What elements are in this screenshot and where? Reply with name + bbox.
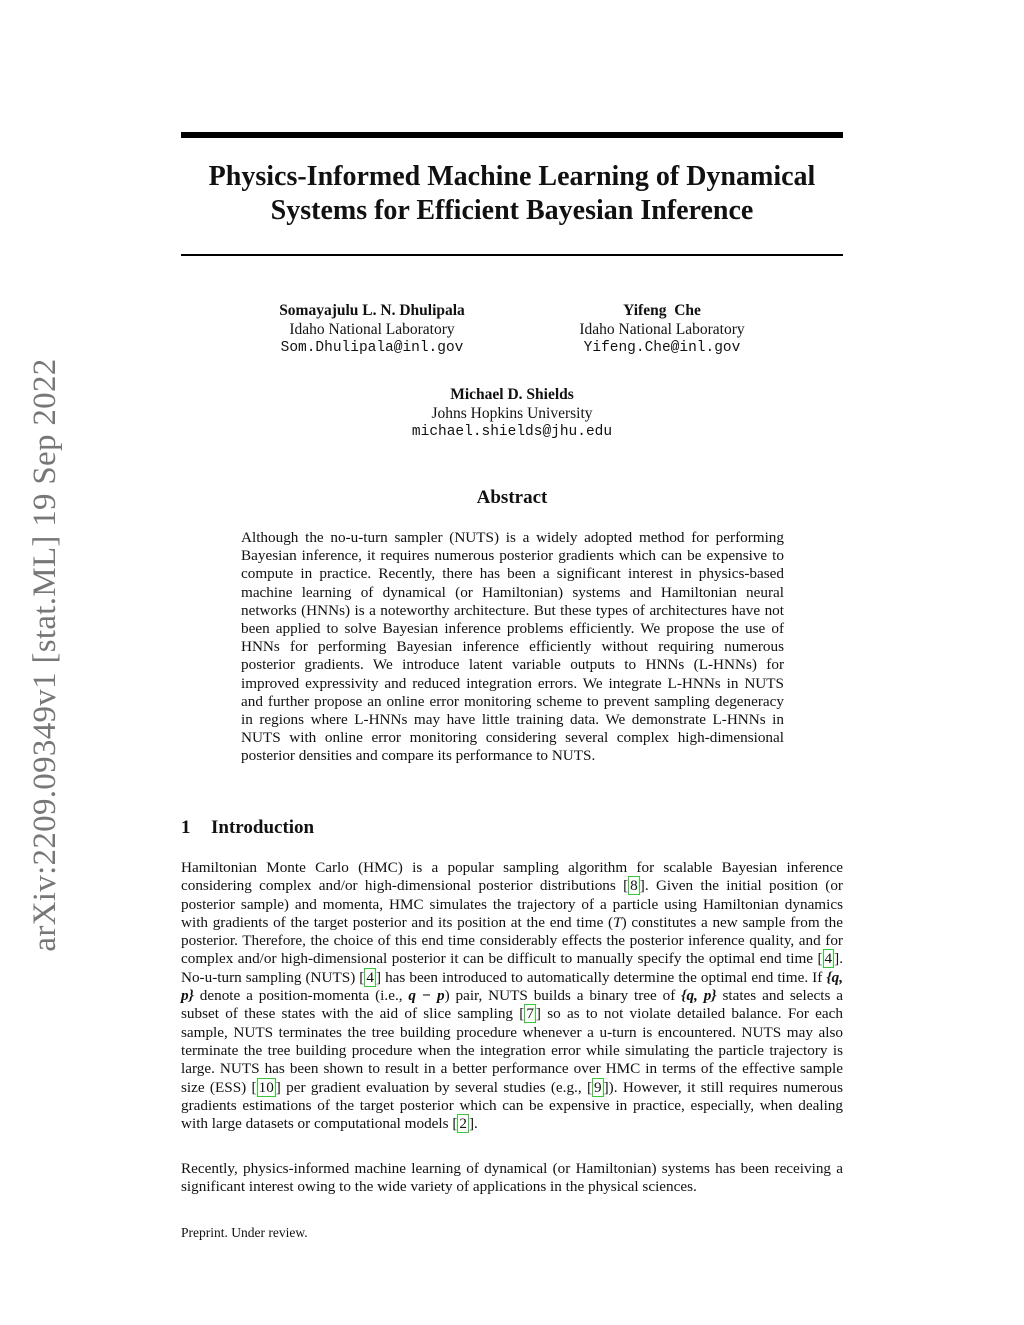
text-run: denote a position-momenta (i.e.,: [193, 987, 409, 1005]
text-run: states and selects a subset of these states with the aid of slice sampling [: [181, 987, 843, 1023]
intro-paragraph-1: [181, 859, 843, 1133]
abstract-heading: Abstract: [476, 487, 548, 508]
title-line-1: Physics-Informed Machine Learning of Dynamical: [208, 161, 816, 192]
author-name: Yifeng Che: [623, 302, 701, 319]
text-run: ) pair, NUTS builds a binary tree of: [444, 987, 682, 1005]
author-email[interactable]: michael.shields@jhu.edu: [411, 424, 613, 440]
author-name: Michael D. Shields: [450, 386, 574, 403]
author-name: Somayajulu L. N. Dhulipala: [279, 302, 465, 319]
text-run: ]. Given the initial position (or posterior sample) and momenta, HMC simulates the trajectory of a particle using Hamiltonian dynamics with gradients of the target posterior and its position at the end time (: [181, 877, 843, 931]
title-line-2: Systems for Efficient Bayesian Inference: [270, 195, 754, 226]
paper-title: [181, 160, 843, 228]
text-run: ] has been introduced to automatically determine the optimal end time. If: [375, 968, 827, 986]
section-title: Introduction: [211, 817, 315, 838]
title-top-rule: [181, 132, 843, 138]
abstract-body: Although the no-u-turn sampler (NUTS) is a widely adopted method for performing Bayesian inference, it requires numerous posterior gradients which can be expensive to compute in practice. Recently, there has been a significant interest in physics-based machine learning of dynamical (or Hamiltonian) systems and Hamiltonian neural networks (HNNs) is a noteworthy architecture. But these types of architectures have not been applied to solve Bayesian inference problems efficiently. We propose the use of HNNs for performing Bayesian inference efficiently without requiring numerous posterior gradients. We introduce latent variable outputs to HNNs (L-HNNs) for improved expressivity and reduced integration errors. We integrate L-HNNs in NUTS and further propose an online error monitoring scheme to prevent sampling degeneracy in regions where L-HNNs may have little training data. We demonstrate L-HNNs in NUTS with online error monitoring considering several complex high-dimensional posterior densities and compare its performance to NUTS.: [241, 529, 784, 765]
citation-link[interactable]: 4: [824, 950, 833, 968]
citation-link[interactable]: 9: [594, 1078, 602, 1096]
footer-note: Preprint. Under review.: [181, 1225, 308, 1240]
text-run: ] so as to not violate detailed balance. For each sample, NUTS terminates the tree building procedure whenever a u-turn is encountered. NUTS may also terminate the tree building procedure when the integration error while simulating the particle trajectory is large. NUTS has been shown to result in a better performance over HMC in terms of the effective sample size (ESS) [: [181, 1005, 843, 1096]
citation-link[interactable]: 10: [258, 1078, 274, 1096]
text-run: Hamiltonian Monte Carlo (HMC) is a popular sampling algorithm for scalable Bayesian inference considering complex and/or high-dimensional posterior distributions [: [181, 859, 843, 895]
citation-link[interactable]: 4: [366, 968, 374, 986]
author-email[interactable]: Som.Dhulipala@inl.gov: [280, 340, 464, 356]
text-run: ].: [469, 1115, 478, 1133]
author-block-2: [522, 301, 802, 358]
author-email[interactable]: Yifeng.Che@inl.gov: [583, 340, 741, 356]
citation-link[interactable]: 7: [526, 1005, 534, 1023]
author-affiliation: Idaho National Laboratory: [289, 321, 455, 338]
author-block-1: [232, 301, 512, 358]
title-bottom-rule: [181, 254, 843, 256]
math-expression: q − p: [408, 987, 445, 1005]
citation-link[interactable]: 2: [459, 1115, 467, 1133]
text-run: ]. No-u-turn sampling (NUTS) [: [181, 950, 843, 986]
arxiv-identifier-stamp: arXiv:2209.09349v1 [stat.ML] 19 Sep 2022: [27, 358, 63, 952]
citation-link[interactable]: 8: [630, 877, 638, 895]
author-affiliation: Johns Hopkins University: [431, 405, 593, 422]
math-expression: {q, p}: [181, 968, 843, 1005]
author-block-3: [362, 385, 662, 442]
author-affiliation: Idaho National Laboratory: [579, 321, 745, 338]
intro-paragraph-2: Recently, physics-informed machine learning of dynamical (or Hamiltonian) systems has been receiving a significant interest owing to the wide variety of applications in the physical sciences.: [181, 1160, 843, 1196]
text-run: ) constitutes a new sample from the posterior. Therefore, the choice of this end time considerably effects the posterior inference quality, and for complex and/or high-dimensional posterior it can be difficult to manually specify the optimal end time [: [181, 913, 843, 968]
section-heading-introduction: [181, 817, 314, 839]
math-expression: {q, p}: [681, 987, 717, 1005]
text-run: ] per gradient evaluation by several studies (e.g., [: [275, 1078, 593, 1096]
math-variable: T: [613, 913, 622, 931]
text-run: ]). However, it still requires numerous gradients estimations of the target posterior which can be expensive in practice, especially, when dealing with large datasets or computational models [: [181, 1078, 843, 1133]
section-number: 1: [181, 817, 191, 838]
